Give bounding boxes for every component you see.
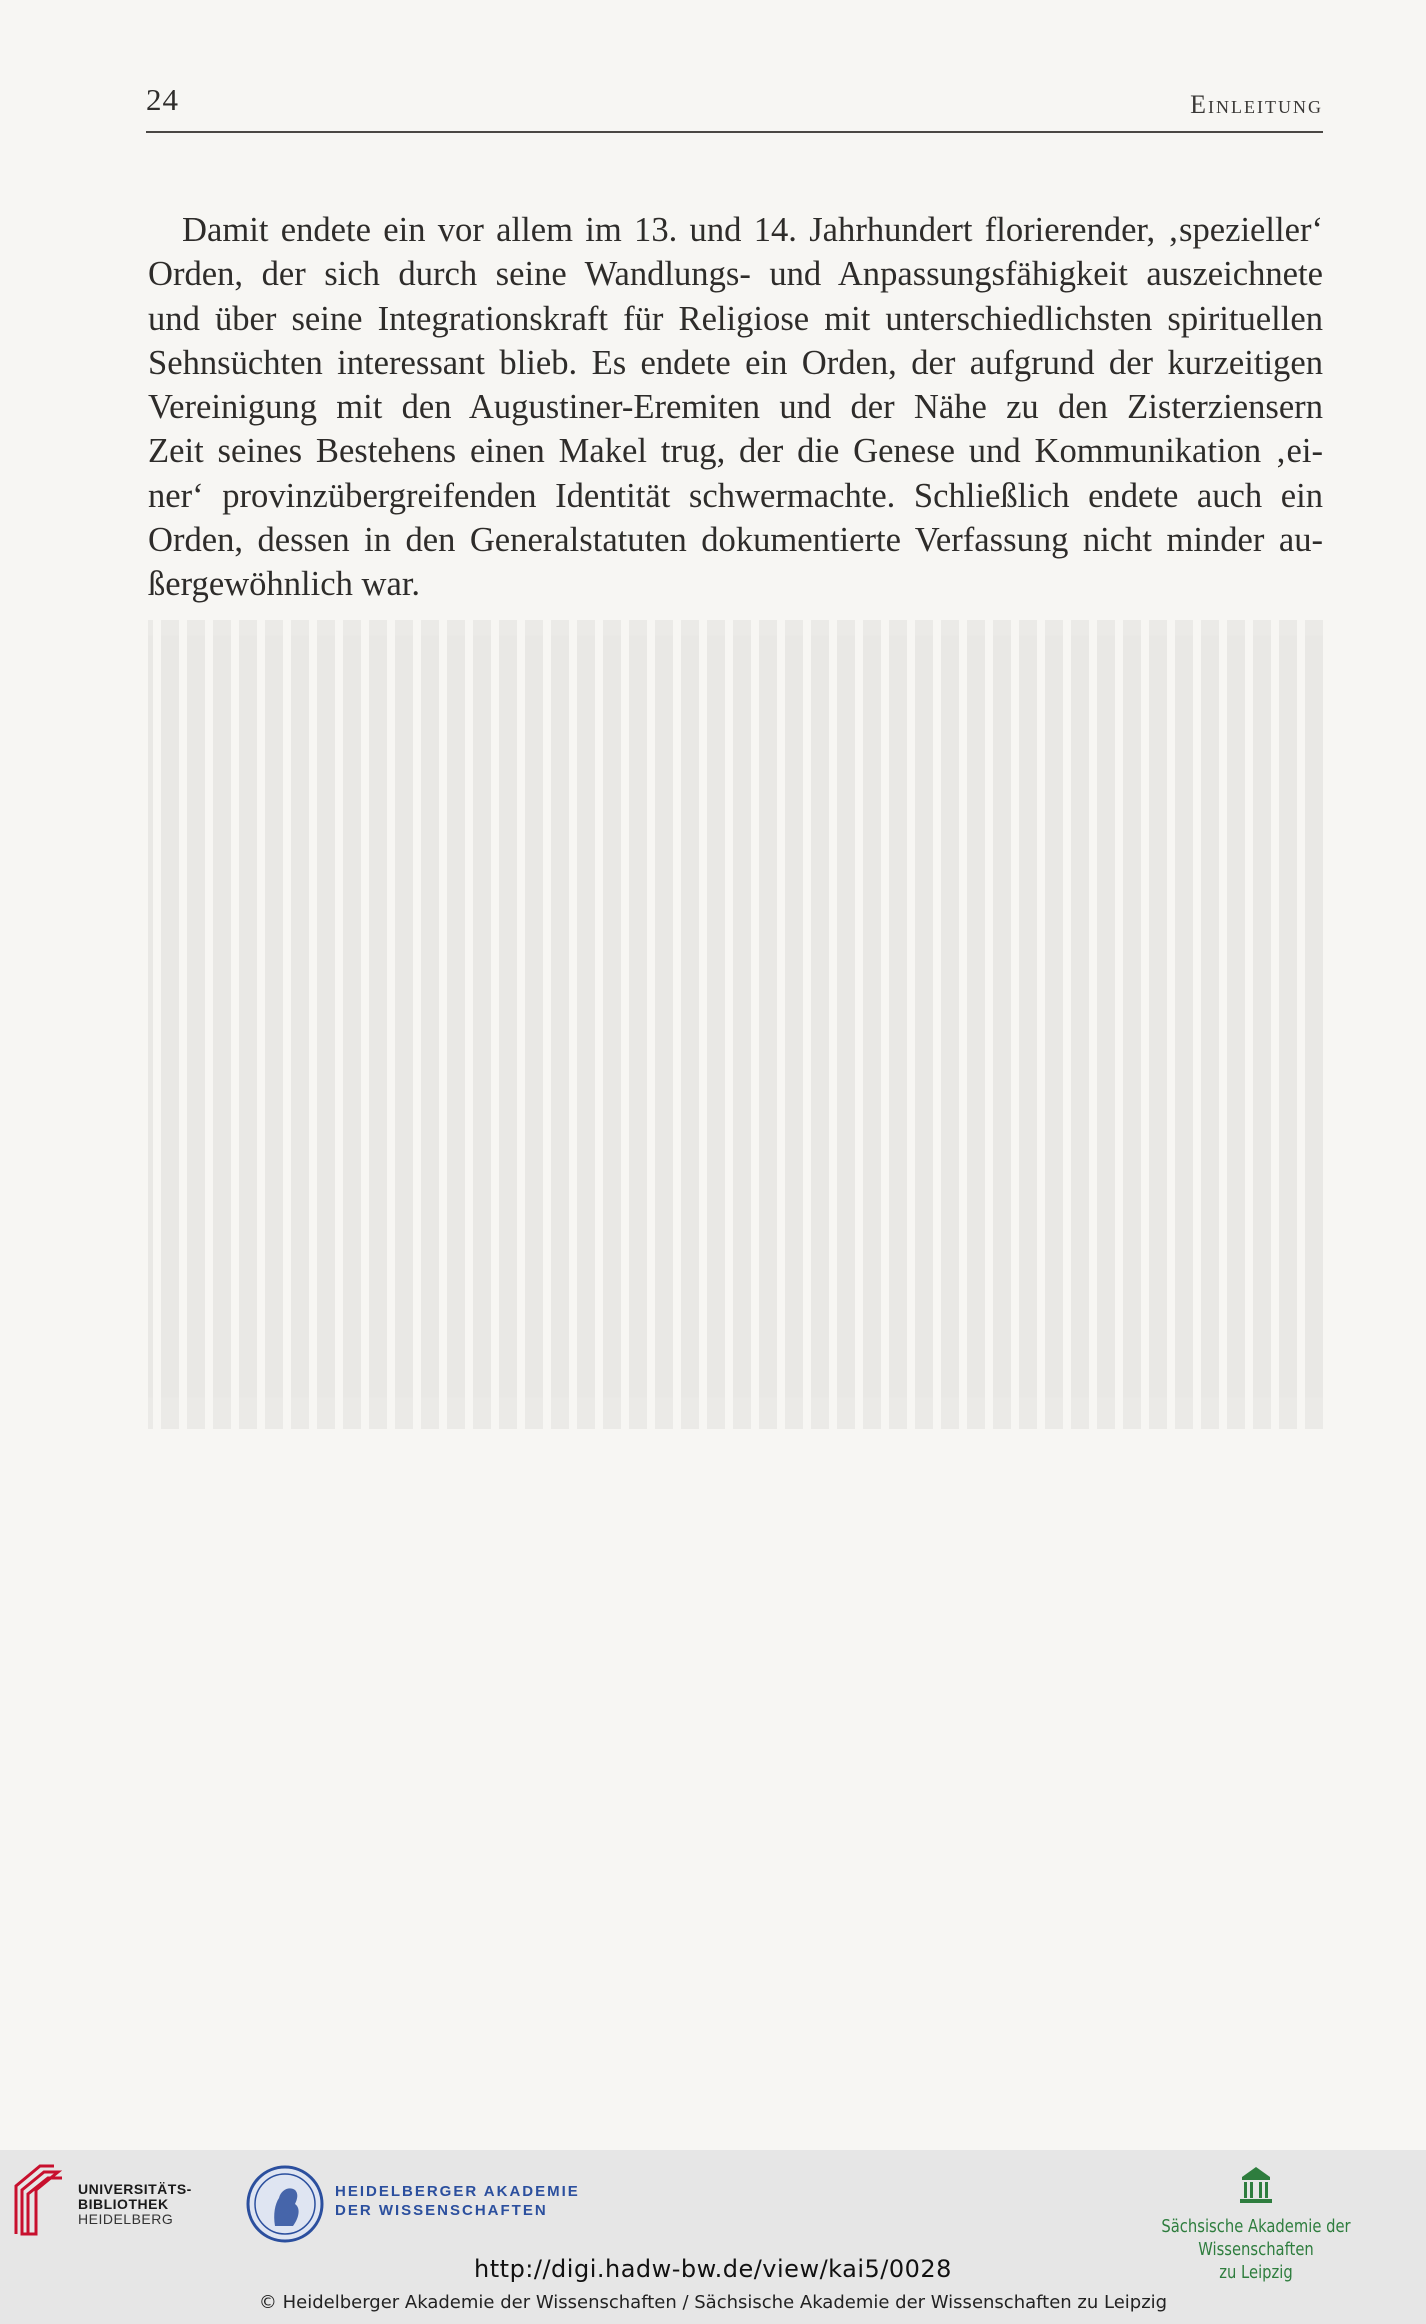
saw-line-2: zu Leipzig — [1219, 2262, 1293, 2283]
text-line: Sehnsüchten interessant blieb. Es endete ein Orden, der aufgrund der kurzeitigen — [148, 343, 1323, 382]
text-line: Vereinigung mit den Augustiner-Eremiten und der Nähe zu den Zisterziensern — [148, 388, 1323, 427]
hadw-label[interactable] — [335, 2182, 580, 2220]
bleed-through-texture — [148, 620, 1323, 1429]
text-line: Orden, dessen in den Generalstatuten dokumentierte Verfassung nicht minder au- — [148, 521, 1323, 560]
viewer-footer — [0, 2150, 1426, 2324]
page-number: 24 — [146, 82, 179, 117]
running-head: Einleitung — [1190, 90, 1323, 119]
ub-line-3: HEIDELBERG — [78, 2211, 174, 2227]
text-line: und über seine Integrationskraft für Religiose mit unterschiedlichsten spirituellen — [148, 299, 1323, 338]
main-paragraph — [148, 208, 1323, 607]
ub-line-1: UNIVERSITÄTS- — [78, 2181, 192, 2197]
text-line: Damit endete ein vor allem im 13. und 14. Jahrhundert florierender, ‚spezieller‘ — [182, 211, 1323, 249]
copyright-notice: © Heidelberger Akademie der Wissenschaften / Sächsische Akademie der Wissenschaften zu Leipzig — [258, 2292, 1168, 2313]
hadw-seal-icon[interactable] — [245, 2164, 325, 2244]
text-line: Zeit seines Bestehens einen Makel trug, der die Genese und Kommunikation ‚ei- — [148, 432, 1323, 471]
ub-heidelberg-label[interactable] — [78, 2182, 192, 2227]
hadw-line-1: HEIDELBERGER AKADEMIE — [335, 2183, 580, 2200]
text-line: Orden, der sich durch seine Wandlungs- und Anpassungsfähigkeit auszeichnete — [148, 255, 1323, 294]
hadw-line-2: DER WISSENSCHAFTEN — [335, 2202, 548, 2219]
ub-line-2: BIBLIOTHEK — [78, 2196, 169, 2212]
saw-line-1: Sächsische Akademie der Wissenschaften — [1161, 2216, 1351, 2260]
header-rule — [146, 131, 1323, 133]
ub-heidelberg-logo-icon[interactable] — [14, 2164, 66, 2240]
text-line: ßergewöhnlich war. — [148, 565, 421, 604]
text-line: ner‘ provinzübergreifenden Identität schwermachte. Schließlich endete auch ein — [148, 476, 1323, 515]
permalink-url[interactable]: http://digi.hadw-bw.de/view/kai5/0028 — [474, 2255, 952, 2283]
saw-building-icon[interactable] — [1238, 2163, 1274, 2205]
